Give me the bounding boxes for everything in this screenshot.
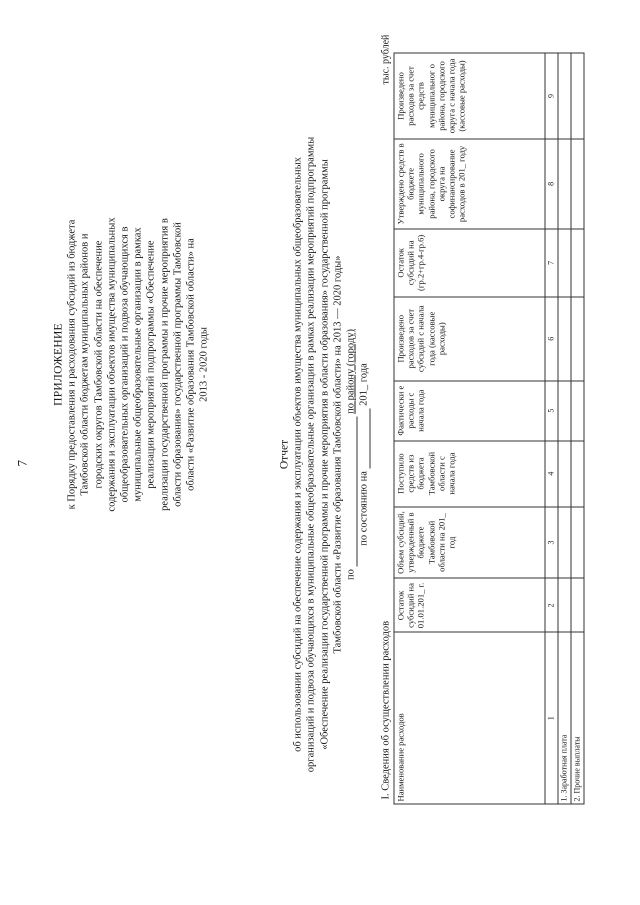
- district-blank: [346, 417, 358, 567]
- table-cell: [558, 297, 571, 381]
- table-cell: [558, 578, 571, 632]
- column-number: 3: [545, 507, 558, 579]
- state-prefix: по состоянию на: [358, 471, 370, 546]
- row-label: 1. Заработная плата: [558, 632, 571, 804]
- table-cell: [571, 297, 584, 381]
- date-blank: [359, 408, 371, 468]
- appendix-line: муниципальные общеобразовательные организации в рамках: [132, 227, 144, 502]
- report-header: [279, 125, 371, 785]
- column-number: 5: [545, 381, 558, 441]
- column-number: 2: [545, 578, 558, 632]
- table-cell: [571, 441, 584, 507]
- table-cell: [558, 53, 571, 139]
- state-date-line: [358, 125, 371, 785]
- po-prefix: по: [345, 569, 357, 580]
- page-number: 7: [14, 460, 30, 467]
- table-cell: [571, 229, 584, 297]
- appendix-line: содержания и эксплуатации объектов имущества муниципальных: [106, 217, 118, 512]
- column-number: 9: [545, 53, 558, 139]
- appendix-title: ПРИЛОЖЕНИЕ: [52, 323, 65, 406]
- table-cell: [558, 139, 571, 229]
- row-label: 2. Прочие выплаты: [571, 632, 584, 804]
- table-cell: [558, 229, 571, 297]
- header-cell: Фактически е расходы с начала года: [394, 381, 545, 441]
- header-cell: Произведено расходов за счет средств муниципальног о района, городского округа с начала года (кассовые расходы): [394, 53, 545, 139]
- appendix-line: области «Развитие образования Тамбовской области» на: [185, 238, 197, 491]
- column-number: 4: [545, 441, 558, 507]
- table-cell: [571, 381, 584, 441]
- appendix-line: реализации мероприятий подпрограммы «Обеспечение: [145, 240, 157, 489]
- header-cell: Утверждено средств в бюджете муниципального района, городского округа на софинансирование расходов в 201_ году: [394, 139, 545, 229]
- table-cell: [571, 139, 584, 229]
- report-line: организаций и подвоза обучающихся в муниципальные общеобразовательные организации в рамках реализации мероприятий подпрограммы: [305, 136, 317, 773]
- header-cell: Поступило средств из бюджета Тамбовской области с начала года: [394, 441, 545, 507]
- appendix-line: Тамбовской области бюджетам муниципальных районов и: [79, 233, 91, 496]
- header-cell: Объем субсидий, утвержденный в бюджете Тамбовской области на 201_ год: [394, 507, 545, 579]
- table-header-row: [394, 53, 545, 804]
- district-caption: по району (городу): [345, 329, 357, 414]
- report-line: «Обеспечение реализации государственной программы и прочие мероприятия в области образования» государственной программы: [319, 159, 331, 750]
- table-row: [558, 53, 571, 804]
- table-cell: [558, 441, 571, 507]
- district-line: [345, 125, 358, 785]
- report-title: Отчет: [278, 439, 291, 470]
- column-number: 7: [545, 229, 558, 297]
- appendix-line: городских округов Тамбовской области на обеспечение: [93, 240, 105, 489]
- header-cell: Наименование расходов: [394, 632, 545, 804]
- document-page: [1, 0, 640, 905]
- column-number: 8: [545, 139, 558, 229]
- table-cell: [558, 507, 571, 579]
- table-cell: [571, 578, 584, 632]
- appendix-line: к Порядку предоставления и расходования субсидий из бюджета: [66, 219, 78, 510]
- appendix-line: 2013 - 2020 годы: [198, 327, 210, 402]
- expenses-table: [394, 53, 585, 805]
- table-cell: [571, 507, 584, 579]
- appendix-line: реализации государственной программы и прочие мероприятия в: [159, 218, 171, 511]
- appendix-line: общеобразовательных организаций и подвоза обучающихся в: [119, 226, 131, 503]
- section-title: I. Сведения об осуществлении расходов: [380, 620, 392, 800]
- header-cell: Остаток субсидий на (гр.2+гр.4-гр.6): [394, 229, 545, 297]
- column-number-row: [545, 53, 558, 804]
- table-cell: [558, 381, 571, 441]
- appendix-line: области образования» государственной программы Тамбовской: [172, 222, 184, 507]
- column-number: 6: [545, 297, 558, 381]
- report-line: об использовании субсидий на обеспечение содержания и эксплуатации объектов имущества муниципальных общеобразовательных: [292, 157, 304, 752]
- appendix-block: [53, 85, 211, 645]
- header-cell: Произведено расходов за счет субсидий с начала года (кассовые расходы): [394, 297, 545, 381]
- table-row: [571, 53, 584, 804]
- state-suffix: 201_ года: [358, 363, 370, 406]
- column-number: 1: [545, 632, 558, 804]
- report-line: Тамбовской области «Развитие образования Тамбовской области» на 2013 — 2020 годы»: [332, 255, 344, 654]
- units-label: тыс. рублей: [380, 34, 392, 85]
- header-cell: Остаток субсидий на 01.01.201_ г.: [394, 578, 545, 632]
- table-cell: [571, 53, 584, 139]
